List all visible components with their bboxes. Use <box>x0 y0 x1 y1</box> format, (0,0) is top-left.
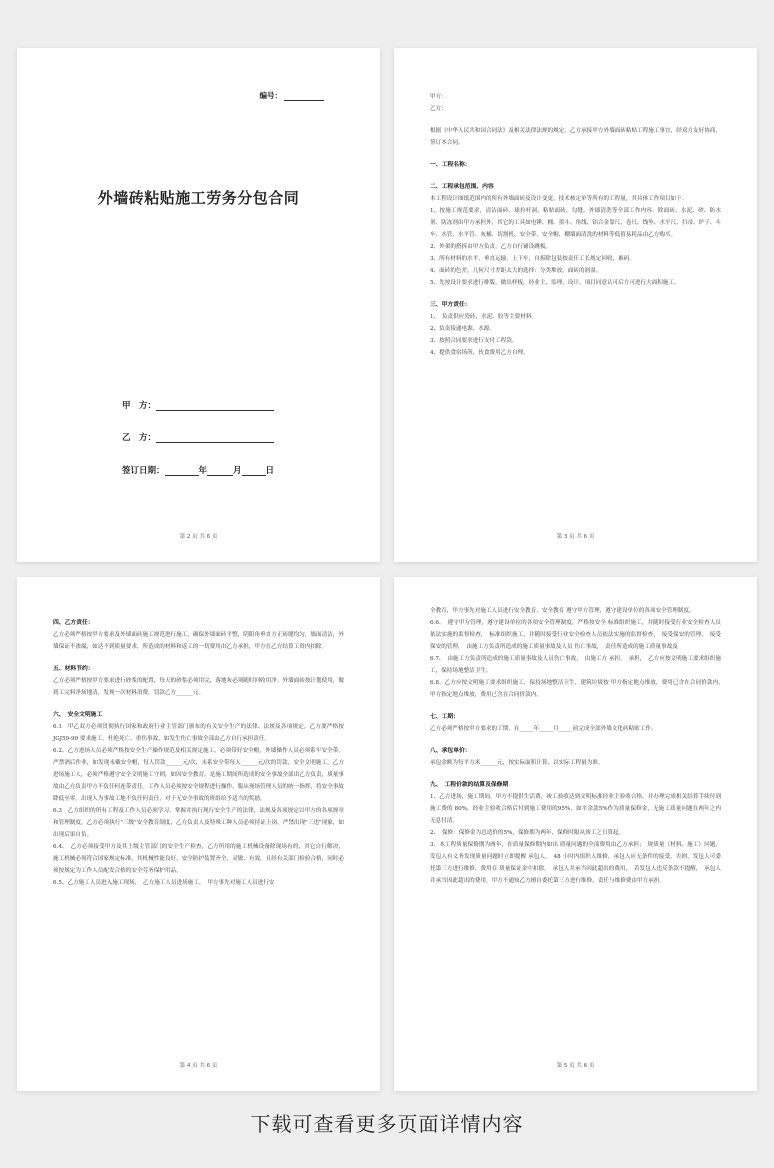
paragraph-spacer <box>430 769 721 779</box>
page-footer: 第 5 页 共 6 页 <box>556 1063 595 1069</box>
party-a-blank <box>156 401 274 411</box>
paragraph-spacer <box>430 171 721 181</box>
paragraph: 乙方： <box>430 106 447 112</box>
paragraph: 本工程设计图纸范围内的所有外墙面砖及设计变更，技术核定单等所有的工程量，其具体工作项目如下： <box>430 196 688 202</box>
number-blank <box>284 92 324 101</box>
contract-page-4 <box>17 577 380 1091</box>
paragraph-spacer <box>430 149 721 159</box>
paragraph: 乙方必须严格按甲方要求进行砂浆的配置，每天的砂浆必须用完，落地灰必须随时回收用净。外墙面砖按计划使用，做到工完料净场地清，发现一次材料浪费，罚款乙方______元。 <box>53 678 344 696</box>
paragraph: 6.6、 遵守甲方管理，遵守建设单位的各项安全管理制度，严格按安全 标准组织施工，并随时接受行业安全检查人员依法实施的监督检查， 标准组织施工，并随时接受行业安全检查人员依法实施的监督检查， 接受保安的管理， 接受保安的管理， 由施工方负责所造成的施工质量事故及人员 伤亡事故， 责任所造成的施工质量事故及 <box>430 620 721 650</box>
page-body <box>430 605 727 887</box>
contract-cover-page <box>17 48 380 562</box>
paragraph: 全教育，甲方事先对施工人员进行安全教育，安全教育 遵守甲方管理，遵守建设单位的各项安全管理制度。 <box>430 608 695 614</box>
paragraph: 根据《中华人民共和国合同法》及相关法律法规的规定，乙方承接甲方外墙面砖粘贴工程施工事宜，经双方友好协商，签订本合同。 <box>430 128 721 146</box>
section-heading: 一、工程名称： <box>430 162 471 168</box>
paragraph: 甲方： <box>430 94 447 100</box>
paragraph-spacer <box>53 653 344 663</box>
page-footer: 第 2 页 共 6 页 <box>179 534 218 540</box>
paragraph: 3、所有材料的水平、垂直运输，上下车，自拆除包装按责任工长规定回收，难码。 <box>430 256 635 262</box>
party-b-row: 乙 方： <box>122 431 274 443</box>
paragraph: 6.2、乙方进场人员必须严格按安全生产操作规范及相关规定施工，必须带好安全帽，外墙操作人员必须系牢安全带，严禁酒后作业，如发现未戴安全帽，每人罚款______元/次，未系安全带每人______元/次的罚款，安全文明施工，乙方进场施工人，必须严格遵守安全文明施工守则，如因安全教育，是施工期间所造成的安全事故全部由乙方负责，质量事故由乙方负责甲方不负任何连带责任。工作人员必须按安全规程进行操作，服从现场管理人员的统一指挥，将安全事故降低至零。出现人为事故工地不负任何责任，对于无安全事故的班组给予适当的奖励。 <box>53 748 344 802</box>
contract-page-5 <box>394 577 757 1091</box>
paragraph: 6.7、 由施工方负责所造成的施工质量事故及人员伤亡事故， 由施工方 承担， 承担， 乙方应按文明施工要求组织施工，保持场地整洁卫生。 <box>430 656 721 674</box>
paragraph: 2、 保修：保修金为总造价的5%，保修期为两年，保修时限从竣工之日算起。 <box>430 830 625 836</box>
paragraph: 1、 负责供应瓷砖、水泥、胶等主要材料。 <box>430 314 538 320</box>
paragraph: 3、按照合同要求进行支付工程款。 <box>430 338 518 344</box>
download-caption: 下载可查看更多页面详情内容 <box>250 1112 524 1136</box>
party-a-row: 甲 方： <box>122 399 274 411</box>
paragraph: 3、本工程质量保修期为两年，在质量保修期内如出 质量问题的全部费用由乙方承担； 规质量（材料、施工）问题，发包人有义务发现质量问题时立即提醒 承包人， 48 小时内组织人维修，承包人应无条件的接受，否则，发包人可委托第三方进行维修，费用在 质量保证金中扣除， 承包人并承当因此超出的费用， 若发包人违反条款不提醒， 承包人并承当因此超出的费用，甲方不通知乙方擅自委托第三方进行维修，责任与维修费由甲方承担。 <box>430 842 721 884</box>
section-heading: 六、 安全文明施工 <box>53 712 103 718</box>
page-footer: 第 3 页 共 6 页 <box>556 534 595 540</box>
paragraph: 4、面砖的色差，几何尺寸差距太大的选择：分类堆放，面砖的润湿。 <box>430 268 602 274</box>
sign-date-row: 签订日期： 年 月 日 <box>122 466 275 476</box>
paragraph: 6.1 甲乙双方必须贯彻执行国家和政府行业主管部门颁布的有关安全生产的法律、法规及各项规定。乙方要严格按 JGJ59-99 要求施工，杜绝死亡、重伤事故，如发生伤亡事故全部由乙方自行承担责任。 <box>53 724 344 742</box>
contract-title: 外墙砖粘贴施工劳务分包合同 <box>97 189 300 207</box>
section-heading: 二、工程承包范围、内容 <box>430 184 494 190</box>
paragraph-spacer <box>430 289 721 299</box>
paragraph-spacer <box>53 699 344 709</box>
section-heading: 八、承包单价： <box>430 748 471 754</box>
paragraph: 乙方必须严格按甲方要求及外墙面砖施工规范进行施工，确保外墙面砖平整，阴阳角垂直方正砖缝均匀，墙面清洁，外墙保证不渗漏，如达不到质量要求，所造成的材料和返工的一切费用由乙方承担，甲方在乙方结算工资内扣除。 <box>53 632 344 650</box>
contract-number: 编号： <box>260 90 325 101</box>
section-heading: 七、工期： <box>430 714 459 720</box>
watermark <box>131 478 152 503</box>
paragraph: 2、外架的搭拆由甲方负责，乙方自行铺设跳板。 <box>430 244 552 250</box>
paragraph: 1、乙方进场，施工期间，甲方不提供生活费，竣工验收达到文明标准经业主验收合格，并办理完成相关结算手续付到施工费的 80%，经业主验收合格后付到施工费用的95%，如平余款5%作为质量保修金，无施工质量问题在两年之内无息付清。 <box>430 794 721 824</box>
section-heading: 九、 工程价款的结算及保修期 <box>430 782 509 788</box>
paragraph: 1、按施工规范要求，清洁面砖、球拉杆洞、粘贴面砖、勾缝、外墙清洗等全部工作内容。除面砖、水泥、砂、防水剂、防冻剂由甲方承担外，其它的工具如电锤、桶、墨斗、角线、铝合金靠尺、卷尺、线坠、水平尺、扫帚、铲子、斗车、水管、水平管、灰桶、切割机、安全带、安全帽、棚墙面清洗的材料等低值易耗品由乙方购买。 <box>430 208 721 238</box>
page-footer: 第 4 页 共 6 页 <box>179 1063 218 1069</box>
paragraph: 2、负责接通电源、水源。 <box>430 326 496 332</box>
paragraph: 4、提供食宿场所，伙食费用乙方自理。 <box>430 350 529 356</box>
section-heading: 三、甲方责任： <box>430 302 471 308</box>
paragraph: 承包金额为每平方米______元，按实际面积计算、以实际工程量为准。 <box>430 760 604 766</box>
paragraph-spacer <box>430 115 721 125</box>
paragraph: 5、先按设计要求进行排版，做出样板，经业主、监理、设计、项目同意认可后方可进行大面积施工。 <box>430 280 680 286</box>
section-heading: 五、材料节约： <box>53 666 94 672</box>
paragraph-spacer <box>430 735 721 745</box>
paragraph: 6.4、 乙方必须接受甲方及其上级主管部门的安全生产检查，乙方所用的施工机械设备除现场有的，其它自行解决，施工机械必须符合国家规定标准，其机械性能良好，安全防护装置齐全、灵敏、有效，且经有关部门检验合格，同时必须按规定为工作人员配发合格的安全劳务保护用品。 <box>53 844 344 874</box>
paragraph: 乙方必须严格按甲方要求的工期，在_____年_____月_____前完成全部外墙文化砖粘贴工作。 <box>430 726 657 732</box>
section-heading: 四、乙方责任： <box>53 620 94 626</box>
paragraph: 6.3 乙方组织的所有工程及工作人员必须学习、掌握并执行现行安全生产的法律，法规及各项规定以甲方的各项规章和管理制度，乙方必须执行"三级"安全教育制度，乙方负责人及特殊工种人员必须持证上岗，严禁出现"三违"现象，如出现后果自负。 <box>53 808 344 838</box>
page-body <box>430 91 721 359</box>
paragraph-spacer <box>430 701 721 711</box>
contract-page-3 <box>394 48 757 562</box>
paragraph: 6.5、乙方施工人员进入施工现场， 乙方施工人员进场施工， 甲方事先对施工人员进行安 <box>53 880 275 886</box>
party-b-blank <box>156 433 274 443</box>
page-body <box>53 617 344 889</box>
paragraph: 6.8、乙方应按文明施工要求组织施工，保持场地整洁卫生，建筑垃圾按 甲方指定地点堆放，费用已含在合同价款内， 甲方指定地点堆放，费用已含在合同价款内。 <box>430 680 727 698</box>
